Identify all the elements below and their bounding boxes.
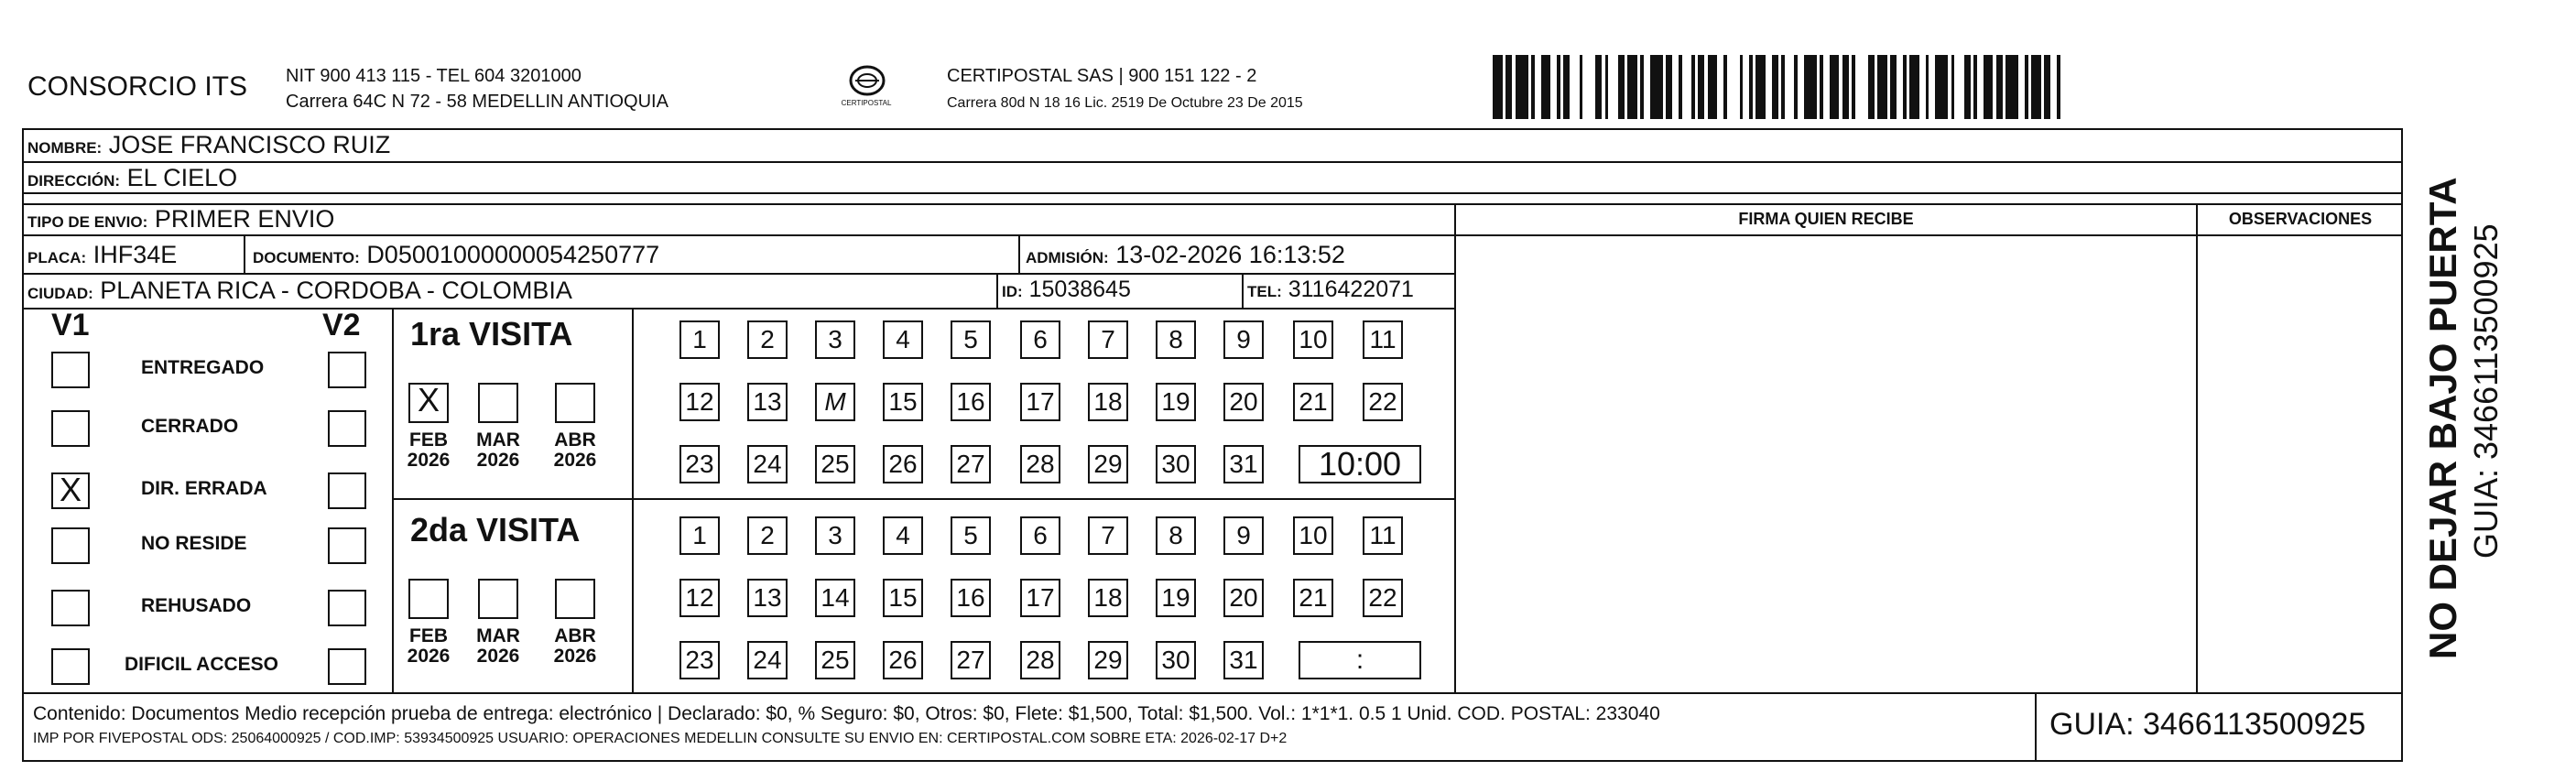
- first-day-box[interactable]: 21: [1293, 383, 1333, 421]
- status-label: REHUSADO: [141, 595, 252, 616]
- status-label: DIR. ERRADA: [141, 478, 267, 499]
- barcode-bar: [1682, 55, 1692, 119]
- second-day-box[interactable]: 2: [747, 516, 788, 555]
- admision-value: 13-02-2026 16:13:52: [1115, 241, 1345, 268]
- v1-checkbox[interactable]: [51, 527, 90, 564]
- nombre-label: NOMBRE:: [27, 139, 103, 157]
- documento-label: DOCUMENTO:: [253, 249, 360, 266]
- first-day-box[interactable]: 27: [951, 445, 991, 483]
- barcode-bar: [1535, 55, 1541, 119]
- company-address: Carrera 64C N 72 - 58 MEDELLIN ANTIOQUIA: [286, 92, 668, 112]
- second-day-box[interactable]: 25: [815, 641, 855, 679]
- barcode-bar: [1919, 55, 1926, 119]
- barcode-bar: [1929, 55, 1935, 119]
- barcode-bar: [1842, 55, 1849, 119]
- barcode-bar: [1984, 55, 1994, 119]
- status-label: CERRADO: [141, 416, 239, 437]
- barcode-bar: [1897, 55, 1903, 119]
- second-month-checkbox[interactable]: [555, 579, 595, 619]
- barcode-bar: [2050, 55, 2057, 119]
- v2-label: V2: [322, 308, 361, 342]
- second-day-box[interactable]: 17: [1020, 579, 1060, 617]
- company-name: CONSORCIO ITS: [27, 71, 248, 102]
- first-day-box[interactable]: 29: [1088, 445, 1128, 483]
- second-month-checkbox[interactable]: [408, 579, 449, 619]
- barcode-bar: [1563, 55, 1570, 119]
- second-day-box[interactable]: 31: [1223, 641, 1264, 679]
- first-day-box[interactable]: 18: [1088, 383, 1128, 421]
- first-day-box[interactable]: 25: [815, 445, 855, 483]
- month-name: MAR: [476, 429, 520, 451]
- v1-label: V1: [51, 308, 90, 342]
- barcode: [1493, 55, 2413, 119]
- first-day-box[interactable]: 24: [747, 445, 788, 483]
- first-month-checkbox[interactable]: [555, 383, 595, 423]
- second-day-box[interactable]: 14: [815, 579, 855, 617]
- barcode-bar: [1618, 55, 1625, 119]
- first-day-box[interactable]: 17: [1020, 383, 1060, 421]
- first-day-box[interactable]: 2: [747, 320, 788, 359]
- month-year: 2026: [476, 450, 520, 471]
- first-day-box[interactable]: 9: [1223, 320, 1264, 359]
- first-day-box[interactable]: 12: [679, 383, 720, 421]
- barcode-bar: [1627, 55, 1637, 119]
- first-time-box[interactable]: 10:00: [1299, 445, 1421, 483]
- status-label: ENTREGADO: [141, 357, 265, 378]
- second-day-box[interactable]: 23: [679, 641, 720, 679]
- month-year: 2026: [553, 646, 597, 667]
- second-visit-title: 2da VISITA: [410, 511, 581, 548]
- second-day-box[interactable]: 7: [1088, 516, 1128, 555]
- barcode-bar: [1964, 55, 1971, 119]
- ciudad-value: PLANETA RICA - CORDOBA - COLOMBIA: [100, 277, 572, 304]
- second-day-box[interactable]: 28: [1020, 641, 1060, 679]
- carrier-license: Carrera 80d N 18 16 Lic. 2519 De Octubre 23 De 2015: [947, 95, 1303, 111]
- id-label: ID:: [1002, 283, 1023, 300]
- barcode-bar: [1823, 55, 1830, 119]
- v2-checkbox[interactable]: [328, 410, 366, 447]
- first-month-label: [401, 430, 456, 471]
- first-day-box[interactable]: 20: [1223, 383, 1264, 421]
- barcode-bar: [1743, 55, 1749, 119]
- id-value: 15038645: [1028, 277, 1131, 302]
- placa-label: PLACA:: [27, 249, 87, 266]
- barcode-bar: [1644, 55, 1650, 119]
- second-day-box[interactable]: 22: [1363, 579, 1403, 617]
- company-nit: NIT 900 413 115 - TEL 604 3201000: [286, 66, 582, 86]
- month-name: FEB: [409, 429, 448, 451]
- first-day-box[interactable]: 26: [883, 445, 923, 483]
- observaciones-label: OBSERVACIONES: [2228, 210, 2373, 228]
- first-day-box[interactable]: 30: [1156, 445, 1196, 483]
- barcode-bar: [1666, 55, 1672, 119]
- first-day-box[interactable]: 8: [1156, 320, 1196, 359]
- first-day-box[interactable]: 11: [1363, 320, 1403, 359]
- second-day-box[interactable]: 13: [747, 579, 788, 617]
- tel-value: 3116422071: [1288, 277, 1414, 302]
- barcode-bar: [1977, 55, 1984, 119]
- barcode-bar: [1698, 55, 1704, 119]
- logo-text: CERTIPOSTAL: [841, 99, 892, 107]
- second-day-box[interactable]: 8: [1156, 516, 1196, 555]
- documento-value: D05001000000054250777: [366, 241, 660, 268]
- direccion-value: EL CIELO: [126, 164, 238, 191]
- barcode-bar: [1505, 55, 1512, 119]
- second-day-box[interactable]: 6: [1020, 516, 1060, 555]
- barcode-bar: [1877, 55, 1887, 119]
- second-day-box[interactable]: 27: [951, 641, 991, 679]
- month-name: MAR: [476, 625, 520, 646]
- first-month-label: [548, 430, 603, 471]
- second-day-box[interactable]: 19: [1156, 579, 1196, 617]
- tel-label: TEL:: [1247, 283, 1282, 300]
- first-day-box[interactable]: 16: [951, 383, 991, 421]
- side-guia: GUIA: 3466113500925: [2467, 223, 2505, 559]
- barcode-bar: [1935, 55, 1948, 119]
- barcode-bar: [1785, 55, 1795, 119]
- v2-checkbox[interactable]: [328, 527, 366, 564]
- barcode-bar: [1868, 55, 1875, 119]
- barcode-bar: [1516, 55, 1528, 119]
- second-day-box[interactable]: 11: [1363, 516, 1403, 555]
- barcode-bar: [1996, 55, 2003, 119]
- barcode-bar: [2018, 55, 2025, 119]
- barcode-bar: [1755, 55, 1766, 119]
- v1-checkbox[interactable]: [51, 648, 90, 685]
- barcode-bar: [2005, 55, 2018, 119]
- nombre-value: JOSE FRANCISCO RUIZ: [108, 131, 391, 158]
- second-day-box[interactable]: 3: [815, 516, 855, 555]
- second-month-label: [401, 626, 456, 667]
- barcode-bar: [1672, 55, 1679, 119]
- v2-checkbox[interactable]: [328, 590, 366, 626]
- footer-contenido: Contenido: Documentos Medio recepción prueba de entrega: electrónico | Declarado: $0, % Seguro: $0, Otros: $0, Flete: $1,500, Total: $1,500. Vol.: 1*1*1. 0.5 1 Unid. COD. POSTAL: 233040: [33, 703, 1660, 724]
- second-time-box[interactable]: :: [1299, 641, 1421, 679]
- barcode-bar: [1582, 55, 1595, 119]
- barcode-bar: [1798, 55, 1804, 119]
- second-day-box[interactable]: 20: [1223, 579, 1264, 617]
- footer-guia: GUIA: 3466113500925: [2049, 707, 2366, 742]
- tipo-value: PRIMER ENVIO: [154, 205, 335, 233]
- barcode-bar: [1855, 55, 1868, 119]
- first-visit-title: 1ra VISITA: [410, 315, 573, 353]
- second-day-box[interactable]: 24: [747, 641, 788, 679]
- barcode-bar: [1766, 55, 1772, 119]
- month-year: 2026: [553, 450, 597, 471]
- first-day-box[interactable]: M: [815, 383, 855, 421]
- v2-checkbox[interactable]: [328, 352, 366, 388]
- v2-checkbox[interactable]: [328, 648, 366, 685]
- second-day-box[interactable]: 30: [1156, 641, 1196, 679]
- barcode-bar: [1608, 55, 1618, 119]
- footer-imp: IMP POR FIVEPOSTAL ODS: 25064000925 / COD.IMP: 53934500925 USUARIO: OPERACIONES MEDELLIN CONSULTE SU ENVIO EN: CERTIPOSTAL.COM SOBRE ETA: 2026-02-17 D+2: [33, 731, 1288, 746]
- second-month-checkbox[interactable]: [478, 579, 518, 619]
- barcode-bar: [1830, 55, 1840, 119]
- second-day-box[interactable]: 15: [883, 579, 923, 617]
- second-day-box[interactable]: 9: [1223, 516, 1264, 555]
- barcode-bar: [1727, 55, 1740, 119]
- first-day-box[interactable]: 23: [679, 445, 720, 483]
- first-day-box[interactable]: 22: [1363, 383, 1403, 421]
- barcode-bar: [1909, 55, 1919, 119]
- status-label: DIFICIL ACCESO: [125, 654, 279, 675]
- first-day-box[interactable]: 19: [1156, 383, 1196, 421]
- first-day-box[interactable]: 31: [1223, 445, 1264, 483]
- barcode-bar: [1804, 55, 1817, 119]
- first-day-box[interactable]: 28: [1020, 445, 1060, 483]
- barcode-bar: [2044, 55, 2050, 119]
- placa-value: IHF34E: [92, 241, 178, 268]
- direccion-label: DIRECCIÓN:: [27, 172, 121, 190]
- month-name: FEB: [409, 625, 448, 646]
- barcode-bar: [1708, 55, 1718, 119]
- barcode-bar: [1595, 55, 1602, 119]
- v2-checkbox[interactable]: [328, 472, 366, 509]
- month-year: 2026: [407, 646, 451, 667]
- first-month-label: [471, 430, 526, 471]
- first-month-checkbox[interactable]: [478, 383, 518, 423]
- barcode-bar: [1717, 55, 1723, 119]
- first-day-box[interactable]: 15: [883, 383, 923, 421]
- second-day-box[interactable]: 5: [951, 516, 991, 555]
- second-day-box[interactable]: 4: [883, 516, 923, 555]
- barcode-bar: [1550, 55, 1557, 119]
- ciudad-label: CIUDAD:: [27, 285, 93, 302]
- carrier-name: CERTIPOSTAL SAS | 900 151 122 - 2: [947, 66, 1257, 86]
- barcode-bar: [1890, 55, 1897, 119]
- barcode-bar: [1541, 55, 1551, 119]
- v1-checkbox[interactable]: [51, 410, 90, 447]
- month-name: ABR: [554, 625, 596, 646]
- second-day-box[interactable]: 21: [1293, 579, 1333, 617]
- firma-label: FIRMA QUIEN RECIBE: [1738, 210, 1914, 228]
- first-day-box[interactable]: 5: [951, 320, 991, 359]
- second-month-label: [548, 626, 603, 667]
- month-year: 2026: [476, 646, 520, 667]
- second-day-box[interactable]: 29: [1088, 641, 1128, 679]
- month-year: 2026: [407, 450, 451, 471]
- first-day-box[interactable]: 3: [815, 320, 855, 359]
- second-day-box[interactable]: 26: [883, 641, 923, 679]
- barcode-bar: [1570, 55, 1580, 119]
- first-day-box[interactable]: 1: [679, 320, 720, 359]
- second-day-box[interactable]: 12: [679, 579, 720, 617]
- barcode-bar: [1650, 55, 1663, 119]
- month-name: ABR: [554, 429, 596, 451]
- barcode-bar: [1954, 55, 1964, 119]
- second-day-box[interactable]: 1: [679, 516, 720, 555]
- barcode-bar: [1772, 55, 1778, 119]
- admision-label: ADMISIÓN:: [1026, 249, 1109, 266]
- first-day-box[interactable]: 10: [1293, 320, 1333, 359]
- barcode-bar: [2031, 55, 2041, 119]
- first-day-box[interactable]: 7: [1088, 320, 1128, 359]
- barcode-bar: [2060, 55, 2071, 119]
- v1-checkbox[interactable]: [51, 352, 90, 388]
- barcode-bar: [1493, 55, 1503, 119]
- status-label: NO RESIDE: [141, 533, 247, 554]
- v1-checkbox[interactable]: X: [51, 472, 90, 509]
- tipo-label: TIPO DE ENVIO:: [27, 213, 148, 231]
- first-day-box[interactable]: 6: [1020, 320, 1060, 359]
- second-day-box[interactable]: 10: [1293, 516, 1333, 555]
- first-day-box[interactable]: 13: [747, 383, 788, 421]
- first-day-box[interactable]: 4: [883, 320, 923, 359]
- v1-checkbox[interactable]: [51, 590, 90, 626]
- second-day-box[interactable]: 18: [1088, 579, 1128, 617]
- second-month-label: [471, 626, 526, 667]
- second-day-box[interactable]: 16: [951, 579, 991, 617]
- no-dejar-warning: NO DEJAR BAJO PUERTA: [2421, 177, 2464, 659]
- first-month-checkbox[interactable]: X: [408, 383, 449, 423]
